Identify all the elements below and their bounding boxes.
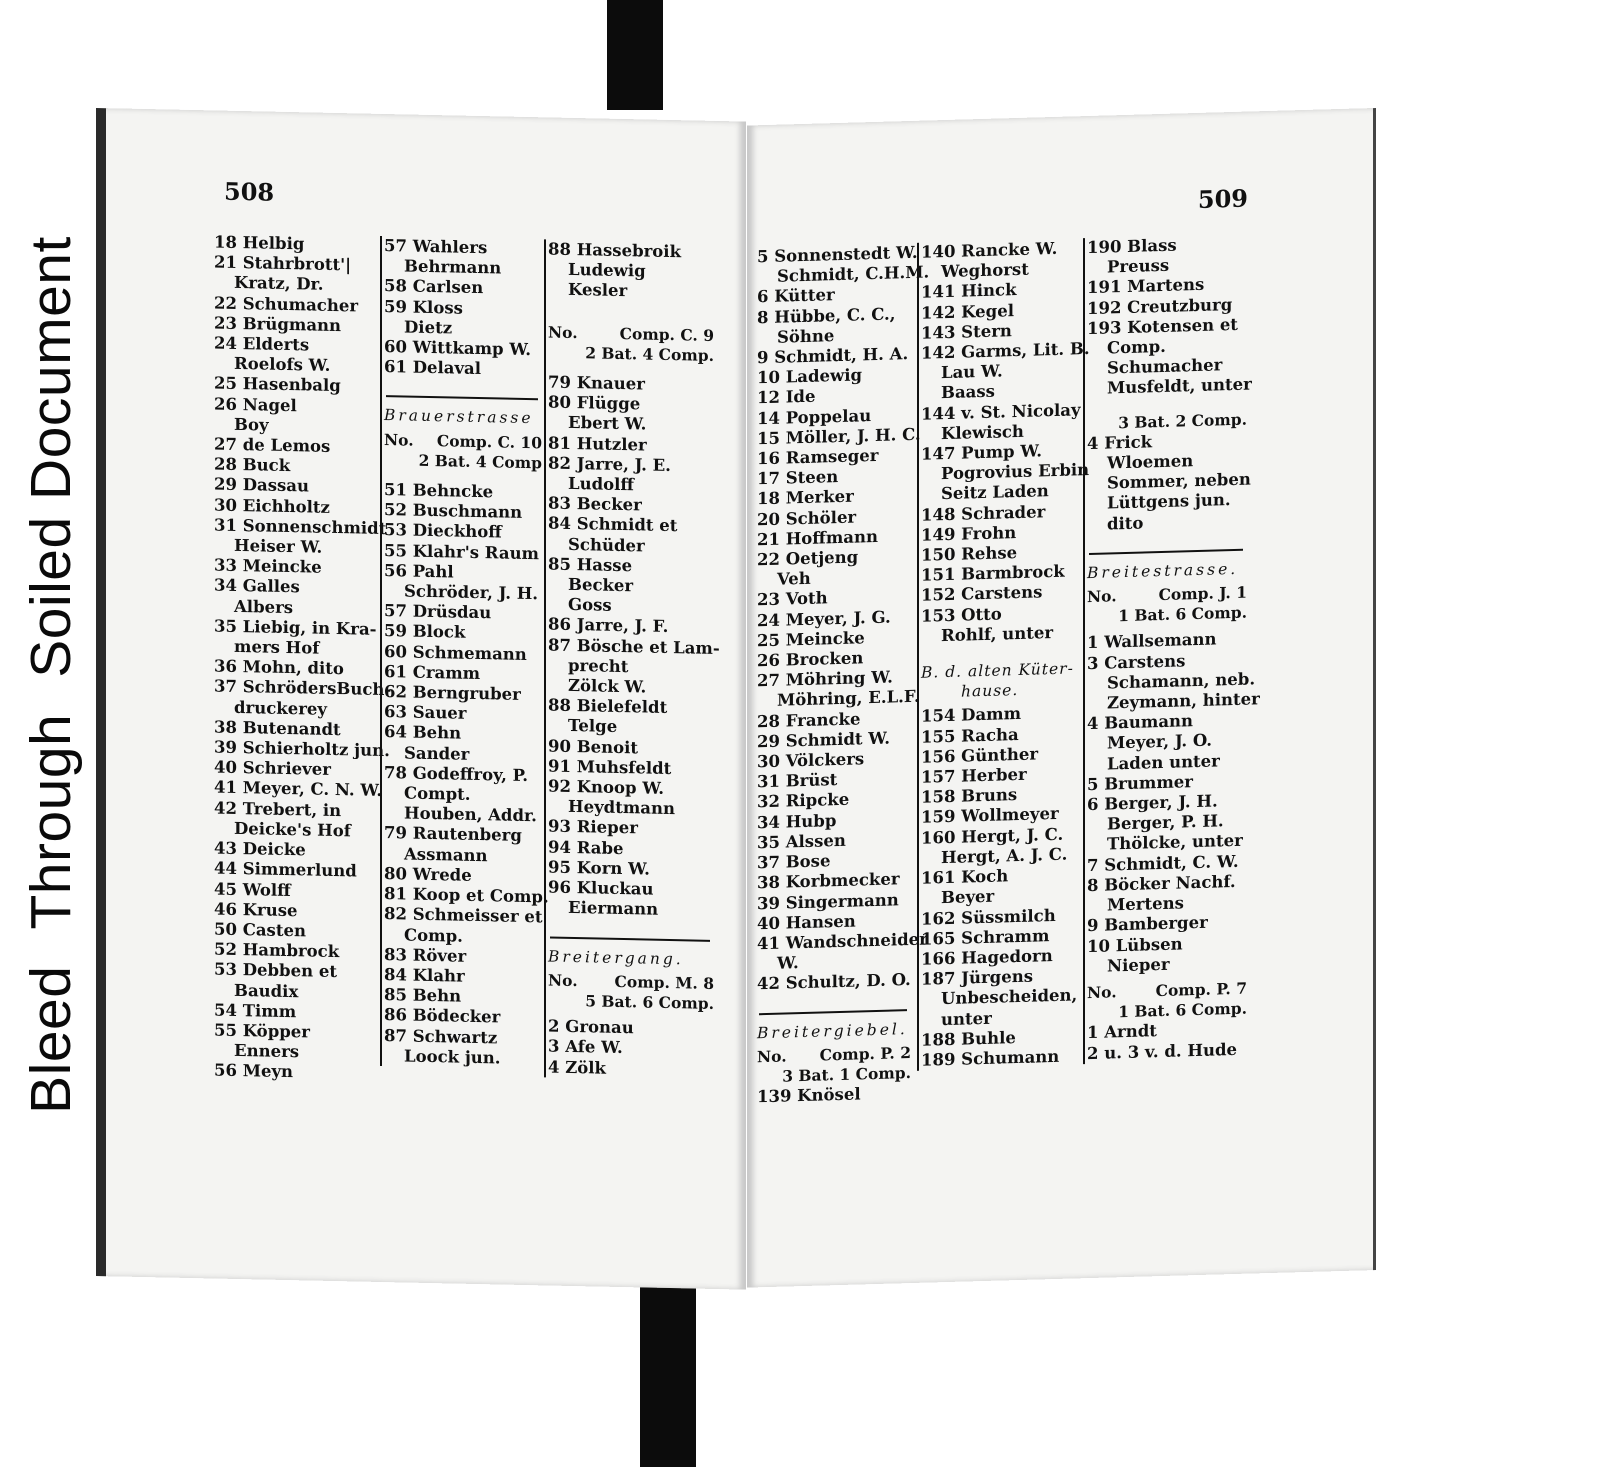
list-item: 64 Behn — [384, 722, 462, 744]
section-title-breitergang: Breitergang. — [548, 946, 684, 968]
list-item: 57 Drüsdau — [384, 601, 492, 623]
list-item: Roelofs W. — [234, 354, 331, 376]
list-item: 27 de Lemos — [214, 434, 331, 456]
section-meta — [548, 322, 718, 366]
list-item: Veh — [777, 569, 811, 589]
list-item: Loock jun. — [404, 1046, 501, 1068]
list-item: 85 Hasse — [548, 554, 633, 576]
list-item: Kratz, Dr. — [234, 273, 324, 295]
list-item: 90 Benoit — [548, 736, 639, 758]
list-item: 15 Möller, J. H. C. — [757, 424, 921, 449]
list-item: 144 v. St. Nicolay — [921, 399, 1081, 424]
list-item: 7 Schmidt, C. W. — [1087, 851, 1239, 875]
list-item: 147 Pump W. — [921, 441, 1043, 464]
left-col2-bottom — [384, 480, 549, 1069]
list-item: Boy — [234, 414, 269, 435]
section-title-breitergiebel: Breitergiebel. — [757, 1019, 908, 1042]
list-item: 161 Koch — [921, 866, 1009, 888]
list-item: 56 Meyn — [214, 1060, 294, 1082]
list-item: 160 Hergt, J. C. — [921, 824, 1064, 848]
list-item: Seitz Laden — [941, 481, 1049, 504]
list-item: 63 Sauer — [384, 702, 467, 724]
list-item: 4 Baumann — [1087, 711, 1194, 734]
list-item: 83 Röver — [384, 944, 467, 966]
list-item: Compt. — [404, 783, 471, 804]
right-col3-top — [1087, 233, 1251, 399]
list-item: 2 u. 3 v. d. Hude — [1087, 1039, 1237, 1063]
list-item: 91 Muhsfeldt — [548, 756, 672, 778]
list-item: 27 Möhring W. — [757, 667, 893, 691]
section-title-breitestrasse: Breitestrasse. — [1087, 559, 1239, 582]
list-item: 2 Gronau — [548, 1016, 634, 1038]
list-item: 37 SchrödersBuch- — [214, 676, 392, 700]
section-comp: Comp. C. 9 — [619, 323, 714, 345]
list-item: 80 Wrede — [384, 863, 472, 885]
list-item: 8 Böcker Nachf. — [1087, 871, 1236, 895]
list-item: Lüttgens jun. — [1107, 490, 1231, 513]
list-item: 86 Jarre, J. F. — [548, 614, 669, 637]
left-page — [96, 108, 746, 1290]
list-item: 143 Stern — [921, 320, 1012, 343]
list-item: 95 Korn W. — [548, 857, 650, 879]
section-no: No. — [384, 429, 414, 450]
list-item: Baudix — [234, 980, 299, 1001]
right-col2-top — [921, 238, 1090, 647]
list-item: 81 Hutzler — [548, 433, 647, 455]
section-meta — [548, 970, 718, 1014]
list-item: 191 Martens — [1087, 275, 1205, 298]
list-item: 39 Schierholtz jun. — [214, 737, 390, 761]
list-item: 55 Köpper — [214, 1020, 310, 1042]
side-label-tab — [0, 140, 104, 1210]
list-item: 20 Schöler — [757, 507, 857, 529]
list-item: 24 Meyer, J. G. — [757, 607, 891, 630]
section-no: No. — [1087, 982, 1117, 1002]
list-item: Comp. — [404, 924, 463, 946]
list-item: 42 Schultz, D. O. — [757, 970, 911, 994]
list-item: 18 Helbig — [214, 232, 305, 254]
list-item: 62 Berngruber — [384, 682, 521, 704]
right-col2-bottom — [921, 703, 1085, 1071]
list-item: 157 Herber — [921, 764, 1027, 787]
list-item: Kesler — [568, 280, 628, 301]
list-item: 24 Elderts — [214, 333, 310, 355]
right-column-2 — [917, 238, 1090, 1071]
label-word-bleed: Bleed — [19, 965, 83, 1114]
right-col1-bottom — [757, 1083, 915, 1108]
list-item: 40 Schriever — [214, 757, 331, 780]
list-item: Becker — [568, 574, 634, 596]
binding-strip-top — [607, 0, 663, 110]
list-item: 84 Schmidt et — [548, 513, 678, 536]
list-item: 25 Hasenbalg — [214, 373, 341, 396]
list-item: Schumacher — [1107, 355, 1223, 378]
left-col3-mid — [548, 372, 718, 921]
list-item: 31 Sonnenschmidt — [214, 515, 387, 538]
right-col3-bottom — [1087, 629, 1260, 977]
list-item: 56 Pahl — [384, 560, 454, 582]
list-item: 190 Blass — [1087, 235, 1177, 258]
left-page-number: 508 — [224, 176, 275, 207]
section-bat: 3 Bat. 1 Comp. — [782, 1062, 911, 1086]
list-item: 31 Brüst — [757, 770, 838, 792]
list-item: Schmidt, C.H.M. — [777, 262, 930, 286]
list-item: 79 Knauer — [548, 372, 645, 394]
list-item: 38 Butenandt — [214, 717, 341, 739]
section-meta — [757, 1043, 915, 1088]
list-item: Berger, P. H. — [1107, 811, 1224, 834]
list-item: Eiermann — [568, 898, 659, 920]
list-item: Schüder — [568, 534, 645, 556]
list-item: 82 Schmeisser et — [384, 904, 543, 927]
section-bat: 2 Bat. 4 Comp. — [585, 343, 714, 365]
section-rule — [1089, 549, 1243, 555]
list-item: 166 Hagedorn — [921, 945, 1053, 969]
list-item: Preuss — [1107, 255, 1170, 277]
list-item: 149 Frohn — [921, 522, 1017, 545]
list-item: 80 Flügge — [548, 392, 641, 414]
list-item: 26 Nagel — [214, 394, 297, 415]
list-item: 30 Völckers — [757, 749, 865, 772]
list-item: Schröder, J. H. — [404, 581, 539, 604]
list-item: mers Hof — [234, 636, 320, 658]
section-no: No. — [548, 970, 578, 990]
list-item: Assmann — [404, 844, 488, 865]
list-item: Schamann, neb. — [1107, 669, 1256, 693]
list-item: Enners — [234, 1041, 300, 1062]
list-item: 58 Carlsen — [384, 276, 484, 298]
list-item: Pogrovius Erbin — [941, 460, 1090, 484]
list-item: Nieper — [1107, 954, 1170, 976]
list-item: 46 Kruse — [214, 899, 298, 920]
list-item: Musfeldt, unter — [1107, 374, 1252, 398]
section-bat: 1 Bat. 6 Comp. — [1118, 602, 1247, 626]
list-item: 40 Hansen — [757, 911, 856, 933]
list-item: 78 Godeffroy, P. — [384, 762, 528, 785]
list-item: Houben, Addr. — [404, 803, 537, 826]
list-item: 158 Bruns — [921, 785, 1018, 807]
section-comp: Comp. P. 2 — [819, 1042, 911, 1065]
list-item: 83 Becker — [548, 493, 642, 515]
list-item: 152 Carstens — [921, 582, 1043, 606]
list-item: druckerey — [234, 697, 327, 719]
list-item: 193 Kotensen et — [1087, 314, 1238, 338]
list-item: 42 Trebert, in — [214, 798, 342, 820]
list-item: Albers — [234, 596, 294, 617]
list-item: 85 Behn — [384, 985, 462, 1006]
list-item: 16 Ramseger — [757, 445, 879, 469]
list-item: 5 Brummer — [1087, 771, 1193, 794]
list-item: Telge — [568, 716, 618, 737]
list-item: 14 Poppelau — [757, 405, 872, 428]
list-item: Goss — [568, 595, 612, 616]
section-comp: Comp. P. 7 — [1155, 978, 1247, 1001]
section-comp: Comp. J. 1 — [1158, 582, 1247, 605]
list-item: 36 Mohn, dito — [214, 656, 344, 679]
right-page — [747, 108, 1376, 1288]
bat-line: 3 Bat. 2 Comp. — [1118, 409, 1247, 432]
list-item: 1 Wallsemann — [1087, 629, 1217, 653]
list-item: 61 Cramm — [384, 661, 481, 683]
list-item: Dietz — [404, 317, 453, 338]
list-item: 30 Eichholtz — [214, 495, 330, 517]
section-bat: 2 Bat. 4 Comp — [418, 450, 542, 473]
list-item: 32 Ripcke — [757, 790, 850, 812]
list-item: 12 Ide — [757, 387, 816, 408]
list-item: 81 Koop et Comp. — [384, 884, 549, 907]
binding-strip-bottom — [640, 1270, 696, 1467]
list-item: Hergt, A. J. C. — [941, 844, 1068, 868]
list-item: Deicke's Hof — [234, 818, 351, 841]
list-item: 6 Berger, J. H. — [1087, 791, 1218, 815]
list-item: 82 Jarre, J. E. — [548, 453, 671, 475]
list-item: 10 Lübsen — [1087, 933, 1183, 956]
list-item: 155 Racha — [921, 724, 1019, 747]
list-item: 29 Dassau — [214, 474, 309, 496]
list-item: 5 Sonnenstedt W. — [757, 242, 918, 267]
list-item: Behrmann — [404, 256, 502, 278]
list-item: 86 Bödecker — [384, 1005, 501, 1027]
list-item: Mertens — [1107, 893, 1184, 915]
section-rule — [759, 1009, 907, 1015]
section-no: No. — [1087, 586, 1117, 607]
section-rule — [550, 936, 710, 941]
list-item: Ebert W. — [568, 413, 647, 434]
list-item: 38 Korbmecker — [757, 869, 900, 893]
list-item: 34 Hubp — [757, 810, 837, 832]
list-item: 26 Brocken — [757, 648, 864, 671]
list-item: Meyer, J. O. — [1107, 731, 1212, 753]
list-item: 51 Behncke — [384, 480, 494, 502]
list-item: 156 Günther — [921, 744, 1039, 767]
section-meta — [1087, 583, 1251, 628]
label-word-soiled: Soiled Document — [19, 236, 83, 678]
list-item: 162 Süssmilch — [921, 905, 1056, 929]
list-item: 148 Schrader — [921, 501, 1046, 525]
list-item: 22 Oetjeng — [757, 547, 859, 570]
list-item: 88 Bielefeldt — [548, 695, 668, 718]
list-item: 4 Zölk — [548, 1056, 606, 1078]
section-meta — [384, 430, 546, 474]
section-bat: 1 Bat. 6 Comp. — [1118, 998, 1247, 1022]
list-item: Zeymann, hinter — [1107, 689, 1260, 713]
list-item: 87 Schwartz — [384, 1025, 498, 1047]
list-item: Baass — [941, 382, 995, 403]
list-item: 9 Schmidt, H. A. — [757, 344, 909, 368]
list-item: 17 Steen — [757, 467, 839, 489]
list-item: 35 Liebig, in Kra- — [214, 616, 377, 639]
section-rule — [386, 395, 538, 400]
list-item: 52 Hambrock — [214, 939, 340, 962]
right-col3-end — [1087, 1019, 1251, 1064]
list-item: 187 Jürgens — [921, 966, 1034, 989]
list-item: 6 Kütter — [757, 285, 835, 307]
list-item: Ludolff — [568, 473, 634, 495]
list-item: 43 Deicke — [214, 838, 306, 860]
list-item: 60 Schmemann — [384, 641, 527, 664]
list-item: 54 Timm — [214, 1000, 297, 1021]
list-item: 41 Wandschneider — [757, 929, 928, 954]
left-col2-top — [384, 236, 546, 381]
list-item: Weghorst — [941, 259, 1029, 282]
list-item: Laden unter — [1107, 751, 1220, 774]
list-item: 23 Voth — [757, 588, 828, 610]
list-item: 150 Rehse — [921, 543, 1018, 565]
list-item: 33 Meincke — [214, 555, 322, 577]
list-item: 61 Delaval — [384, 357, 482, 379]
list-item: 192 Creutzburg — [1087, 294, 1233, 318]
section-meta — [1087, 978, 1251, 1023]
list-item: 59 Kloss — [384, 296, 463, 318]
list-item: 34 Galles — [214, 575, 300, 597]
list-item: 93 Rieper — [548, 816, 638, 838]
list-item: 59 Block — [384, 621, 466, 643]
list-item: Sander — [404, 743, 470, 764]
list-item: 188 Buhle — [921, 1027, 1016, 1050]
list-item: 22 Schumacher — [214, 293, 359, 316]
list-item: 3 Afe W. — [548, 1036, 623, 1058]
list-item: 189 Schumann — [921, 1046, 1060, 1070]
list-item: 55 Klahr's Raum — [384, 540, 540, 563]
list-item: dito — [1107, 513, 1144, 534]
list-item: 52 Buschmann — [384, 500, 523, 523]
list-item: Ludewig — [568, 260, 646, 281]
list-item: Heydtmann — [568, 797, 675, 819]
list-item: 9 Bamberger — [1087, 912, 1208, 936]
right-column-3 — [1083, 233, 1260, 1063]
list-item: 41 Meyer, C. N. W. — [214, 777, 383, 801]
list-item: 21 Stahrbrott'| — [214, 252, 352, 275]
list-item: 84 Klahr — [384, 964, 465, 986]
left-column-2 — [380, 236, 549, 1069]
section-bat: 5 Bat. 6 Comp. — [585, 991, 714, 1013]
list-item: 96 Kluckau — [548, 877, 654, 899]
list-item: 53 Debben et — [214, 959, 337, 982]
right-col3-mid — [1087, 429, 1251, 535]
list-item: 45 Wolff — [214, 878, 291, 900]
list-item: 153 Otto — [921, 604, 1002, 626]
list-item: Unbescheiden, — [941, 985, 1078, 1009]
list-item: 25 Meincke — [757, 628, 865, 651]
left-col3-bottom — [548, 1017, 718, 1081]
right-page-number: 509 — [1197, 183, 1248, 214]
list-item: 159 Wollmeyer — [921, 804, 1059, 828]
section-title-kuterhause-2: hause. — [961, 681, 1019, 701]
list-item: 23 Brügmann — [214, 313, 342, 335]
list-item: 141 Hinck — [921, 280, 1017, 303]
list-item: 44 Simmerlund — [214, 858, 357, 881]
list-item: Thölcke, unter — [1107, 831, 1243, 854]
right-col1-top — [757, 242, 930, 995]
left-column-1 — [214, 232, 392, 1084]
left-col3-top — [548, 239, 718, 303]
list-item: 142 Kegel — [921, 300, 1014, 323]
list-item: W. — [777, 953, 799, 973]
list-item: 87 Bösche et Lam- — [548, 635, 720, 658]
list-item: 39 Singermann — [757, 889, 899, 913]
list-item: 29 Schmidt W. — [757, 728, 890, 752]
list-item: unter — [941, 1008, 992, 1029]
list-item: 154 Damm — [921, 704, 1022, 727]
section-title-kuterhause: B. d. alten Küter- — [921, 659, 1074, 682]
left-column-3 — [544, 239, 718, 1080]
side-label — [0, 140, 102, 1210]
list-item: Comp. — [1107, 336, 1166, 358]
list-item: 142 Garms, Lit. B. — [921, 339, 1090, 363]
list-item: 8 Hübbe, C. C., — [757, 304, 896, 327]
list-item: 140 Rancke W. — [921, 238, 1058, 262]
list-item: Lau W. — [941, 361, 1003, 383]
list-item: 53 Dieckhoff — [384, 520, 502, 542]
list-item: precht — [568, 655, 629, 677]
list-item: Möhring, E.L.F. — [777, 687, 920, 711]
list-item: Zölck W. — [568, 675, 647, 697]
list-item: 18 Merker — [757, 487, 854, 509]
list-item: 50 Casten — [214, 919, 306, 941]
list-item: Wloemen — [1107, 451, 1194, 473]
list-item: 79 Rautenberg — [384, 823, 522, 846]
section-comp: Comp. M. 8 — [614, 971, 714, 993]
section-no: No. — [757, 1046, 787, 1067]
list-item: 3 Carstens — [1087, 650, 1186, 673]
list-item: Heiser W. — [234, 535, 323, 557]
section-comp: Comp. C. 10 — [436, 430, 542, 452]
list-item: Rohlf, unter — [941, 622, 1054, 646]
list-item: 57 Wahlers — [384, 236, 488, 258]
list-item: 1 Arndt — [1087, 1021, 1157, 1043]
section-title-brauerstrasse: Brauerstrasse — [384, 406, 534, 428]
right-column-1 — [757, 242, 930, 1108]
list-item: 165 Schramm — [921, 925, 1050, 949]
list-item: 151 Barmbrock — [921, 561, 1065, 585]
list-item: 88 Hassebroik — [548, 239, 681, 262]
list-item: Söhne — [777, 325, 835, 347]
list-item: Klewisch — [941, 421, 1024, 443]
list-item: 4 Frick — [1087, 432, 1153, 453]
list-item: 92 Knoop W. — [548, 776, 665, 798]
label-word-through: Through — [19, 713, 83, 930]
list-item: Beyer — [941, 886, 995, 908]
section-no: No. — [548, 322, 578, 342]
list-item: 94 Rabe — [548, 837, 624, 858]
list-item: 21 Hoffmann — [757, 526, 878, 550]
list-item: 60 Wittkamp W. — [384, 337, 532, 360]
list-item: 28 Buck — [214, 454, 291, 476]
list-item: 28 Francke — [757, 709, 861, 731]
list-item: Sommer, neben — [1107, 469, 1251, 493]
list-item: 35 Alssen — [757, 830, 846, 853]
list-item: 10 Ladewig — [757, 365, 863, 388]
list-item: 139 Knösel — [757, 1084, 861, 1107]
list-item: 37 Bose — [757, 851, 831, 873]
